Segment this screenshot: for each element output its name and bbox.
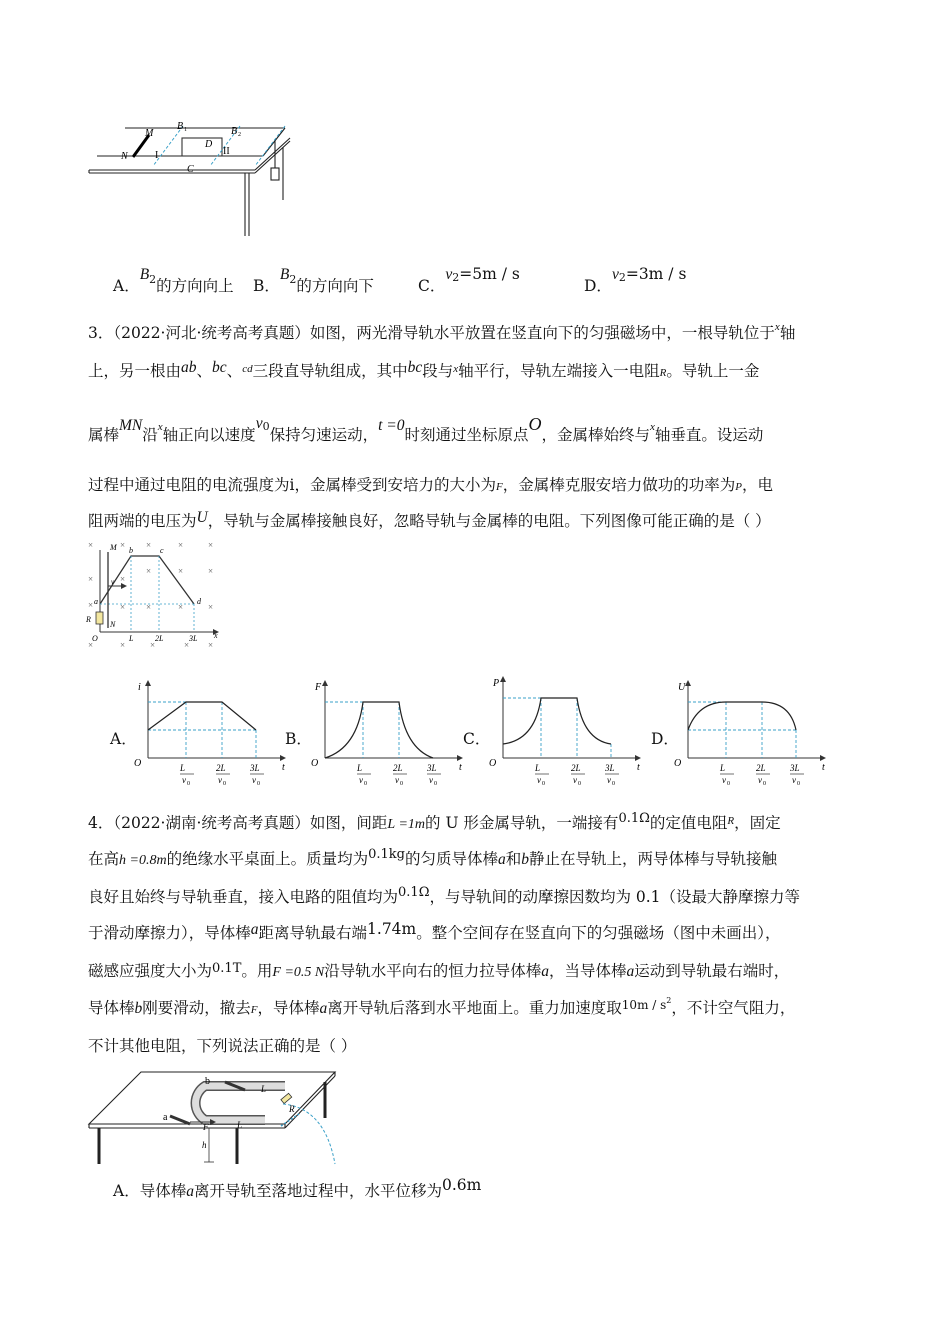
field-cross-mark: × — [178, 566, 184, 576]
q4-fig-L2: L — [237, 1120, 243, 1130]
q3-graph-d[interactable] — [672, 676, 832, 788]
field-cross-mark: × — [146, 540, 152, 550]
tick-denominator: v — [722, 775, 726, 785]
tick-denominator: v — [537, 775, 541, 785]
tick-denominator: v — [395, 775, 399, 785]
tick-denominator-sub: 0 — [223, 781, 226, 787]
q4-fig-a: a — [163, 1112, 168, 1123]
field-cross-mark: × — [120, 640, 126, 650]
q4-line-6: 导体棒b刚要滑动，撤去F，导体棒a离开导轨后落到水平地面上。重力加速度取$^{10m / s2}$，不计空气阻力， — [88, 996, 796, 1017]
tick-numerator: 2L — [756, 763, 766, 773]
q3-fig-3L: 3L — [189, 634, 198, 643]
q2-label-I: I — [155, 150, 159, 161]
tick-denominator: v — [252, 775, 256, 785]
tick-denominator: v — [607, 775, 611, 785]
origin-label: O — [311, 758, 319, 769]
q4-table-figure — [85, 1068, 345, 1168]
q2-label-D: D — [205, 139, 213, 150]
q3-fig-M: M — [110, 543, 117, 552]
q2-option-b[interactable]: B．$B^2$的方向向下 — [253, 266, 374, 295]
x-axis-arrow — [820, 755, 826, 761]
q3-rail-figure — [84, 538, 224, 650]
field-cross-mark: × — [88, 600, 94, 610]
q3-fig-c: c — [160, 546, 164, 555]
q3-fig-d: d — [197, 597, 201, 606]
q2-option-a[interactable]: A．$B^2$的方向向上 — [113, 266, 234, 295]
q3-fig-L: L — [129, 634, 134, 643]
tick-denominator: v — [758, 775, 762, 785]
tick-denominator-sub: 0 — [797, 781, 800, 787]
q3-option-d[interactable]: D． — [651, 730, 679, 748]
q2-label-M: M — [145, 128, 154, 139]
tick-denominator-sub: 0 — [578, 781, 581, 787]
x-axis-arrow — [457, 755, 463, 761]
tick-numerator: L — [357, 763, 363, 773]
tick-denominator-sub: 0 — [612, 781, 615, 787]
field-cross-mark: × — [146, 602, 152, 612]
q3-fig-N: N — [110, 620, 116, 629]
q4-line-1: 4．（2022·湖南·统考高考真题）如图，间距L =1m的 U 形金属导轨，一端接有$^{0.1\Omega}$的定值电阻$^R$，固定 — [88, 811, 781, 832]
q2-rail-figure — [85, 118, 295, 248]
q4-fig-h: h — [202, 1140, 207, 1150]
q3-line-4: 过程中通过电阻的电流强度为i，金属棒受到安培力的大小为F，金属棒克服安培力做功的功率为P，电 — [88, 476, 773, 494]
tick-denominator-sub: 0 — [187, 781, 190, 787]
y-axis-label: P — [493, 678, 500, 689]
q2-label-B2: B — [231, 126, 238, 137]
y-axis-label: F — [315, 682, 322, 693]
y-axis-arrow — [322, 680, 328, 686]
q4-fig-F: F — [203, 1122, 209, 1132]
tick-denominator-sub: 0 — [542, 781, 545, 787]
q3-fig-x: x — [214, 631, 218, 640]
q3-graph-a[interactable] — [132, 676, 292, 788]
q3-fig-2L: 2L — [155, 634, 164, 643]
tick-denominator-sub: 0 — [434, 781, 437, 787]
field-cross-mark: × — [146, 566, 152, 576]
q2-option-c[interactable]: C．$v^2=5m / s$ — [418, 265, 520, 295]
field-cross-mark: × — [88, 640, 94, 650]
q3-line-2: 上，另一根由ab、bc、$^{cd}$三段直导轨组成，其中bc段与$^x$轴平行，导轨左端接入一电阻R。导轨上一金 — [88, 359, 760, 380]
q3-fig-b: b — [129, 546, 133, 555]
field-cross-mark: × — [208, 566, 214, 576]
y-axis-label: U — [678, 682, 686, 693]
tick-numerator: 2L — [571, 763, 581, 773]
q4-line-2: 在高h =0.8m的绝缘水平桌面上。质量均为$^{0.1kg}$的匀质导体棒a和b静止在导轨上，两导体棒与导轨接触 — [88, 847, 778, 868]
q4-fig-b: b — [205, 1076, 210, 1087]
field-cross-mark: × — [184, 640, 190, 650]
field-cross-mark: × — [88, 574, 94, 584]
q2-label-B1: B — [177, 121, 184, 132]
q3-line-3: 属棒MN沿$^x$轴正向以速度$v^0$保持匀速运动，t =0时刻通过坐标原点O，金属棒始终与$^x$轴垂直。设运动 — [88, 414, 764, 444]
t-axis-label: t — [822, 762, 825, 773]
tick-denominator-sub: 0 — [400, 781, 403, 787]
q4-option-a[interactable]: A．导体棒a离开导轨至落地过程中，水平位移为0.6m — [113, 1176, 482, 1200]
tick-numerator: 3L — [250, 763, 260, 773]
q3-graph-c[interactable] — [487, 672, 647, 788]
y-axis-arrow — [685, 680, 691, 686]
t-axis-label: t — [637, 762, 640, 773]
q2-label-N: N — [121, 151, 128, 162]
tick-numerator: L — [535, 763, 541, 773]
field-cross-mark: × — [120, 602, 126, 612]
q3-graph-b[interactable] — [309, 676, 469, 788]
tick-denominator-sub: 0 — [364, 781, 367, 787]
t-axis-label: t — [459, 762, 462, 773]
tick-denominator-sub: 0 — [257, 781, 260, 787]
origin-label: O — [674, 758, 682, 769]
q3-fig-O: O — [92, 634, 98, 643]
x-axis-arrow — [280, 755, 286, 761]
graph-curve — [148, 702, 256, 730]
q3-fig-R: R — [86, 615, 91, 624]
q2-label-B1-sub: 1 — [184, 127, 187, 133]
origin-label: O — [489, 758, 497, 769]
field-cross-mark: × — [88, 540, 94, 550]
graph-curve — [688, 702, 796, 730]
tick-denominator: v — [218, 775, 222, 785]
tick-denominator: v — [573, 775, 577, 785]
q2-option-d[interactable]: D．$v^2=3m / s$ — [584, 265, 687, 295]
tick-numerator: L — [720, 763, 726, 773]
field-cross-mark: × — [208, 540, 214, 550]
field-cross-mark: × — [150, 640, 156, 650]
q3-line-5: 阻两端的电压为U，导轨与金属棒接触良好，忽略导轨与金属棒的电阻。下列图像可能正确的是（ ） — [88, 509, 771, 530]
tick-numerator: 2L — [393, 763, 403, 773]
field-cross-mark: × — [208, 640, 214, 650]
tick-denominator: v — [792, 775, 796, 785]
graph-curve — [503, 698, 611, 744]
q4-fig-L1: L — [261, 1084, 267, 1094]
t-axis-label: t — [282, 762, 285, 773]
origin-label: O — [134, 758, 142, 769]
graph-curve — [325, 702, 433, 758]
q3-fig-v0: v — [111, 578, 115, 586]
x-axis-arrow — [635, 755, 641, 761]
q3-option-c[interactable]: C． — [463, 730, 491, 748]
q4-line-4: 于滑动摩擦力），导体棒a距离导轨最右端1.74m。整个空间存在竖直向下的匀强磁场（图中未画出）， — [88, 920, 781, 942]
tick-denominator-sub: 0 — [763, 781, 766, 787]
y-axis-arrow — [500, 676, 506, 682]
q2-label-B2-sub: 2 — [238, 132, 241, 138]
tick-numerator: 3L — [427, 763, 437, 773]
q3-option-a[interactable]: A． — [110, 730, 137, 748]
q4-line-3: 良好且始终与导轨垂直，接入电路的阻值均为$^{0.1\Omega}$，与导轨间的动摩擦因数均为 0.1（设最大静摩擦力等 — [88, 885, 801, 906]
tick-denominator: v — [359, 775, 363, 785]
tick-numerator: L — [180, 763, 186, 773]
tick-numerator: 3L — [605, 763, 615, 773]
field-cross-mark: × — [120, 574, 126, 584]
q4-line-7: 不计其他电阻，下列说法正确的是（ ） — [88, 1037, 357, 1055]
field-cross-mark: × — [120, 540, 126, 550]
q3-fig-a: a — [94, 597, 98, 606]
field-cross-mark: × — [178, 540, 184, 550]
tick-denominator-sub: 0 — [727, 781, 730, 787]
q2-label-C: C — [187, 164, 194, 175]
q2-label-II: II — [223, 146, 230, 157]
tick-denominator: v — [182, 775, 186, 785]
tick-numerator: 3L — [790, 763, 800, 773]
field-cross-mark: × — [208, 602, 214, 612]
field-cross-mark: × — [178, 602, 184, 612]
tick-denominator: v — [429, 775, 433, 785]
q3-option-b[interactable]: B． — [285, 730, 312, 748]
y-axis-label: i — [138, 682, 141, 693]
q4-fig-R: R — [289, 1104, 295, 1114]
q4-line-5: 磁感应强度大小为$^{0.1T}$。用F =0.5 N沿导轨水平向右的恒力拉导体棒a，当导体棒a运动到导轨最右端时， — [88, 961, 790, 980]
q3-line-1: 3．（2022·河北·统考高考真题）如图，两光滑导轨水平放置在竖直向下的匀强磁场中，一根导轨位于$^x$轴 — [88, 321, 796, 342]
y-axis-arrow — [145, 680, 151, 686]
tick-numerator: 2L — [216, 763, 226, 773]
